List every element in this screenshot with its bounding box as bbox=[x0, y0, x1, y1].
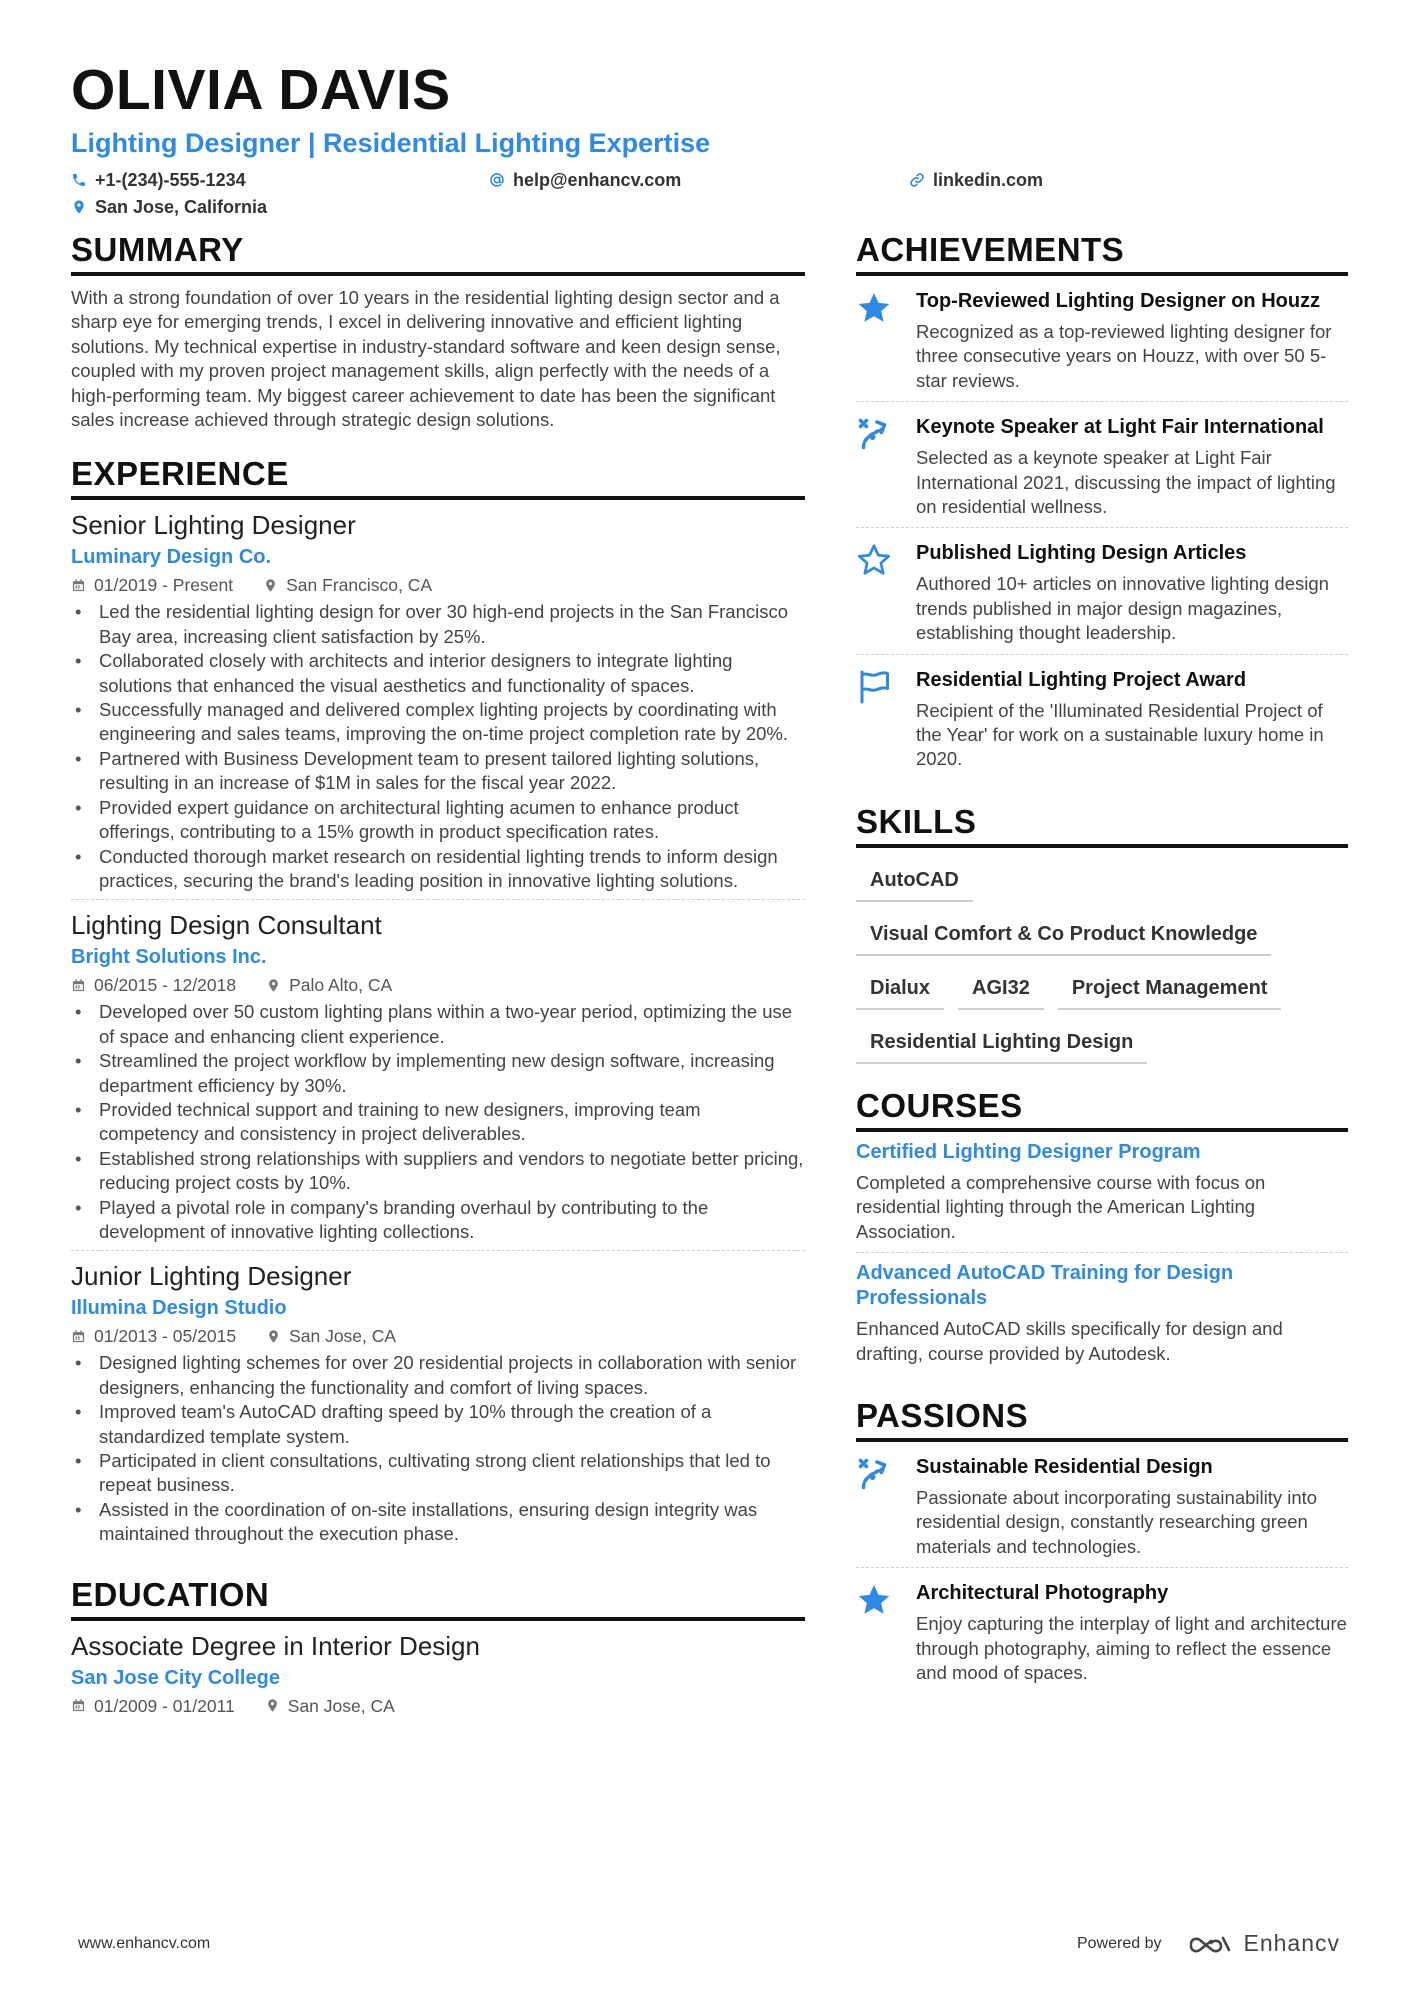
course-title: Advanced AutoCAD Training for Design Professionals bbox=[856, 1262, 1234, 1310]
brand-logo[interactable] bbox=[1187, 1930, 1340, 1957]
job-title: Senior Lighting Designer bbox=[71, 510, 356, 541]
star-outline-icon bbox=[856, 542, 892, 578]
skills-section bbox=[856, 802, 1348, 1064]
job-bullet: • Collaborated closely with architects and interior designers to integrate lighting solutions that enhanced the visual aesthetics and functionality of spaces. bbox=[71, 649, 805, 698]
achievement-title: Top-Reviewed Lighting Designer on Houzz bbox=[916, 290, 1321, 312]
at-sign-icon bbox=[489, 172, 505, 188]
contact-linkedin[interactable] bbox=[909, 168, 1043, 192]
job-bullets bbox=[71, 600, 805, 893]
skill-tag: Residential Lighting Design bbox=[856, 1024, 1147, 1064]
summary-section bbox=[71, 230, 805, 432]
job-entry bbox=[71, 1251, 805, 1552]
passion-desc: Enjoy capturing the interplay of light and architecture through photography, aiming to reflect the essence and mood of spaces. bbox=[916, 1613, 1347, 1683]
job-bullet: • Streamlined the project workflow by implementing new design software, increasing department efficiency by 30%. bbox=[71, 1049, 805, 1098]
job-location bbox=[263, 574, 432, 596]
achievement-item bbox=[856, 402, 1348, 528]
calendar-icon bbox=[71, 1698, 86, 1713]
job-bullet: • Participated in client consultations, cultivating strong client relationships that led to repeat business. bbox=[71, 1449, 805, 1498]
summary-heading: SUMMARY bbox=[71, 230, 805, 276]
achievement-desc: Recognized as a top-reviewed lighting designer for three consecutive years on Houzz, with over 50 5-star reviews. bbox=[916, 321, 1332, 391]
passions-section bbox=[856, 1396, 1348, 1693]
job-bullet: • Provided technical support and training to new designers, improving team competency and consistency in project deliverables. bbox=[71, 1098, 805, 1147]
candidate-name: OLIVIA DAVIS bbox=[71, 58, 451, 122]
job-location-text: San Francisco, CA bbox=[286, 575, 433, 596]
job-dates-text: 01/2013 - 05/2015 bbox=[94, 1326, 237, 1347]
course-desc: Completed a comprehensive course with focus on residential lighting through the American Lighting Association. bbox=[856, 1171, 1266, 1242]
candidate-title: Lighting Designer | Residential Lighting Expertise bbox=[71, 128, 711, 158]
skill-tag: Visual Comfort & Co Product Knowledge bbox=[856, 916, 1271, 956]
achievements-heading: ACHIEVEMENTS bbox=[856, 230, 1348, 276]
enhancv-logo-icon bbox=[1187, 1932, 1233, 1956]
job-entry bbox=[71, 900, 805, 1251]
job-title: Lighting Design Consultant bbox=[71, 910, 382, 941]
passion-title: Architectural Photography bbox=[916, 1582, 1169, 1605]
achievement-title: Published Lighting Design Articles bbox=[916, 542, 1247, 565]
achievement-item bbox=[856, 655, 1348, 780]
achievement-item bbox=[856, 276, 1348, 402]
job-entry bbox=[71, 500, 805, 900]
job-bullets bbox=[71, 1351, 805, 1546]
experience-section bbox=[71, 454, 805, 1552]
skill-tag: AGI32 bbox=[958, 970, 1044, 1010]
flag-icon bbox=[856, 669, 892, 705]
location-pin-icon bbox=[266, 978, 281, 993]
passion-item bbox=[856, 1568, 1348, 1693]
experience-heading: EXPERIENCE bbox=[71, 454, 805, 500]
achievement-desc: Recipient of the 'Illuminated Residential Project of the Year' for work on a sustainable luxury home in 2020. bbox=[916, 699, 1324, 770]
passion-item bbox=[856, 1442, 1348, 1568]
achievement-item bbox=[856, 528, 1348, 654]
company-name: Illumina Design Studio bbox=[71, 1297, 287, 1320]
passion-desc: Passionate about incorporating sustainability into residential design, constantly researching green materials and technologies. bbox=[916, 1486, 1318, 1557]
courses-heading: COURSES bbox=[856, 1086, 1348, 1132]
course-desc: Enhanced AutoCAD skills specifically for design and drafting, course provided by Autodesk. bbox=[856, 1318, 1283, 1364]
job-bullet: • Conducted thorough market research on residential lighting trends to inform design practices, securing the brand's leading position in innovative lighting solutions. bbox=[71, 845, 805, 894]
job-dates bbox=[71, 574, 233, 596]
phone-text: +1-(234)-555-1234 bbox=[95, 170, 246, 190]
calendar-icon bbox=[71, 1329, 86, 1344]
location-text: San Jose, California bbox=[95, 197, 268, 217]
course-item bbox=[856, 1253, 1348, 1374]
calendar-icon bbox=[71, 578, 86, 593]
location-pin-icon bbox=[263, 578, 278, 593]
achievement-title: Keynote Speaker at Light Fair International bbox=[916, 416, 1324, 439]
link-icon bbox=[909, 172, 925, 188]
job-dates-text: 01/2019 - Present bbox=[94, 575, 234, 596]
resume-header bbox=[71, 58, 1341, 219]
job-location-text: San Jose, CA bbox=[289, 1326, 397, 1347]
job-location bbox=[266, 974, 392, 996]
skills-heading: SKILLS bbox=[856, 802, 1348, 848]
school-name: San Jose City College bbox=[71, 1666, 280, 1689]
job-bullets bbox=[71, 1000, 805, 1244]
achievements-section bbox=[856, 230, 1348, 780]
course-title: Certified Lighting Designer Program bbox=[856, 1140, 1201, 1163]
education-entry bbox=[71, 1621, 805, 1723]
job-bullet: • Improved team's AutoCAD drafting speed by 10% through the creation of a standardized template system. bbox=[71, 1400, 805, 1449]
contact-location bbox=[71, 195, 267, 219]
skills-list bbox=[856, 862, 1348, 1064]
powered-by bbox=[1077, 1930, 1340, 1957]
job-bullet: • Led the residential lighting design for over 30 high-end projects in the San Francisco Bay area, increasing client satisfaction by 25%. bbox=[71, 600, 805, 649]
education-location bbox=[265, 1695, 395, 1717]
education-dates-text: 01/2009 - 01/2011 bbox=[94, 1695, 235, 1716]
page-footer bbox=[78, 1930, 1340, 1957]
achievement-desc: Selected as a keynote speaker at Light Fair International 2021, discussing the impact of lighting on residential wellness. bbox=[916, 447, 1336, 518]
footer-website-link[interactable]: www.enhancv.com bbox=[78, 1934, 211, 1952]
courses-section bbox=[856, 1086, 1348, 1374]
education-section bbox=[71, 1575, 805, 1723]
job-title: Junior Lighting Designer bbox=[71, 1261, 352, 1292]
contact-phone bbox=[71, 168, 489, 192]
location-pin-icon bbox=[71, 199, 87, 215]
achievement-title: Residential Lighting Project Award bbox=[916, 668, 1247, 691]
phone-icon bbox=[71, 172, 87, 188]
contact-email[interactable] bbox=[489, 168, 909, 192]
strategy-icon bbox=[856, 416, 892, 452]
job-dates-text: 06/2015 - 12/2018 bbox=[94, 975, 237, 996]
passions-heading: PASSIONS bbox=[856, 1396, 1348, 1442]
education-meta bbox=[71, 1695, 805, 1717]
skill-tag: Dialux bbox=[856, 970, 944, 1010]
powered-by-label: Powered by bbox=[1076, 1934, 1162, 1952]
skill-tag: Project Management bbox=[1058, 970, 1282, 1010]
job-bullet: • Established strong relationships with suppliers and vendors to negotiate better pricing, reducing project costs by 10%. bbox=[71, 1147, 805, 1196]
company-name: Bright Solutions Inc. bbox=[71, 946, 267, 969]
education-dates bbox=[71, 1695, 235, 1717]
contact-row-2 bbox=[71, 195, 1341, 219]
passion-title: Sustainable Residential Design bbox=[916, 1455, 1213, 1478]
brand-name: Enhancv bbox=[1243, 1930, 1340, 1956]
job-meta bbox=[71, 574, 805, 596]
email-link[interactable]: help@enhancv.com bbox=[513, 170, 682, 190]
right-column bbox=[856, 230, 1348, 1715]
summary-text: With a strong foundation of over 10 years in the residential lighting design sector and a sharp eye for emerging trends, I excel in delivering innovative and efficient lighting solutions. My technical expertise in industry-standard software and keen design sense, coupled with my proven project management skills, align perfectly with the needs of a high-performing team. My biggest career achievement to date has been the significant sales increase achieved through strategic design solutions. bbox=[71, 287, 781, 431]
job-bullet: • Developed over 50 custom lighting plans within a two-year period, optimizing the use of space and enhancing client experience. bbox=[71, 1000, 805, 1049]
company-name: Luminary Design Co. bbox=[71, 546, 272, 569]
job-bullet: • Designed lighting schemes for over 20 residential projects in collaboration with senior designers, enhancing the functionality and comfort of living spaces. bbox=[71, 1351, 805, 1400]
location-pin-icon bbox=[265, 1698, 280, 1713]
job-bullet: • Successfully managed and delivered complex lighting projects by coordinating with engineering and sales teams, improving the on-time project completion rate by 20%. bbox=[71, 698, 805, 747]
job-bullet: • Provided expert guidance on architectural lighting acumen to enhance product offerings, contributing to a 15% growth in product specification rates. bbox=[71, 796, 805, 845]
job-meta bbox=[71, 974, 805, 996]
job-dates bbox=[71, 1325, 236, 1347]
star-filled-icon bbox=[856, 290, 892, 326]
education-heading: EDUCATION bbox=[71, 1575, 805, 1621]
job-location-text: Palo Alto, CA bbox=[289, 975, 393, 996]
education-location-text: San Jose, CA bbox=[287, 1695, 395, 1716]
job-bullet: • Assisted in the coordination of on-site installations, ensuring design integrity was maintained throughout the execution phase. bbox=[71, 1498, 805, 1547]
degree-title: Associate Degree in Interior Design bbox=[71, 1630, 480, 1661]
job-bullet: • Partnered with Business Development team to present tailored lighting solutions, resulting in an increase of $1M in sales for the fiscal year 2022. bbox=[71, 747, 805, 796]
linkedin-link[interactable]: linkedin.com bbox=[933, 170, 1044, 190]
skill-tag: AutoCAD bbox=[856, 862, 973, 902]
star-filled-icon bbox=[856, 1582, 892, 1618]
course-item bbox=[856, 1132, 1348, 1253]
location-pin-icon bbox=[266, 1329, 281, 1344]
job-meta bbox=[71, 1325, 805, 1347]
contact-row bbox=[71, 168, 1341, 192]
strategy-icon bbox=[856, 1456, 892, 1492]
calendar-icon bbox=[71, 978, 86, 993]
job-dates bbox=[71, 974, 236, 996]
left-column bbox=[71, 230, 805, 1745]
job-location bbox=[266, 1325, 396, 1347]
achievement-desc: Authored 10+ articles on innovative lighting design trends published in major design magazines, establishing thought leadership. bbox=[916, 573, 1329, 644]
job-bullet: • Played a pivotal role in company's branding overhaul by contributing to the development of innovative lighting collections. bbox=[71, 1196, 805, 1245]
